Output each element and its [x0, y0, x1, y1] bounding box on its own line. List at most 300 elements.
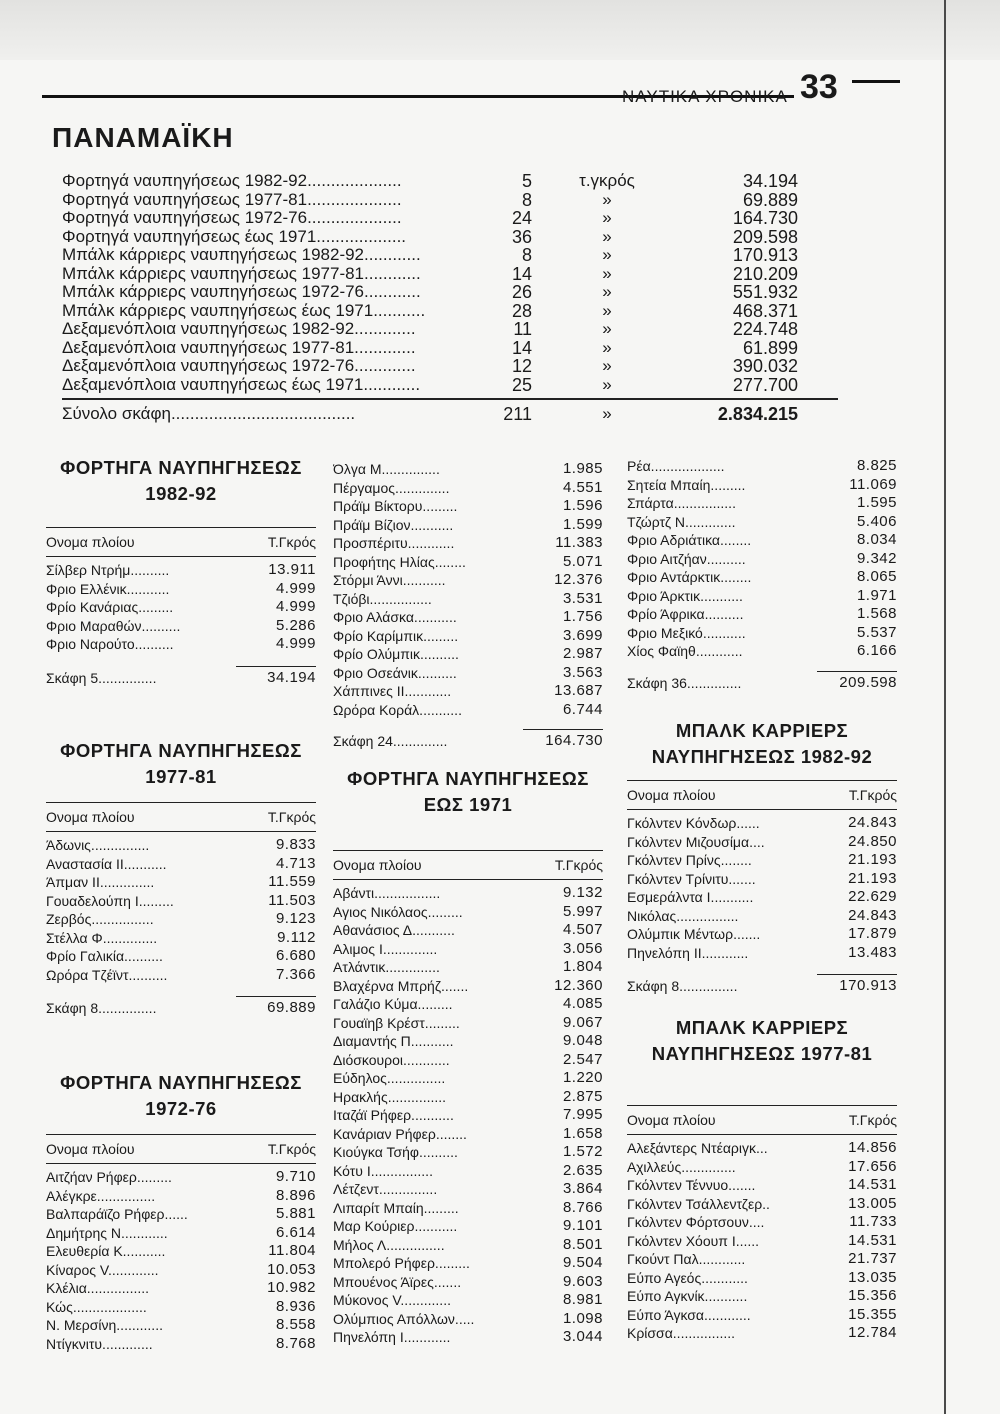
- section-title: ΠΑΝΑΜΑΪΚΗ: [52, 122, 234, 153]
- gross-tonnage: 24.843: [848, 906, 897, 924]
- table-row: [46, 873, 316, 892]
- header-rule: [46, 527, 316, 528]
- table-row: [46, 1335, 316, 1354]
- table-row: [333, 608, 603, 627]
- ship-name: Σητεία Μπαίη.........: [627, 476, 746, 493]
- gross-tonnage: 5.881: [275, 1205, 316, 1222]
- gross-tonnage: 9.833: [275, 836, 316, 853]
- summary-count: 14: [511, 263, 532, 284]
- table-row: [333, 1254, 603, 1273]
- summary-tonnage: 209.598: [732, 226, 798, 247]
- table-row: [333, 1291, 603, 1310]
- table-rows: [46, 561, 316, 654]
- summary-unit: »: [602, 189, 612, 209]
- table-row: [333, 516, 603, 535]
- summary-unit: τ.γκρός: [579, 171, 635, 190]
- col-tonnage: Τ.Γκρός: [848, 1112, 897, 1128]
- ship-name: Κώς...................: [46, 1298, 147, 1315]
- table-row: [333, 903, 603, 922]
- summary-label: Μπάλκ κάρριερς ναυπηγήσεως έως 1971...........: [62, 301, 426, 320]
- summary-table: [62, 172, 822, 394]
- summary-label: Φορτηγά ναυπηγήσεως έως 1971...................: [62, 227, 407, 246]
- gross-tonnage: 13.005: [848, 1194, 897, 1212]
- table-row: [46, 947, 316, 966]
- ship-name: Φριο Αντάρκτικ........: [627, 569, 752, 585]
- summary-tonnage: 277.700: [732, 374, 798, 395]
- gross-tonnage: 4.713: [275, 854, 316, 872]
- gross-tonnage: 9.710: [275, 1168, 316, 1185]
- ship-name: Πέργαμος..............: [333, 479, 450, 496]
- table-row: [46, 836, 316, 855]
- summary-label: Δεξαμενόπλοια ναυπηγήσεως έως 1971............: [62, 375, 421, 394]
- gross-tonnage: 5.071: [562, 552, 603, 570]
- gross-tonnage: 9.132: [562, 884, 603, 901]
- gross-tonnage: 11.383: [555, 534, 603, 551]
- table-row: [333, 571, 603, 590]
- table-row: [333, 1162, 603, 1181]
- total-label: Σκάφη 8...............: [46, 1000, 157, 1016]
- table-row: [333, 1236, 603, 1255]
- ship-name: Λέτζεντ...............: [333, 1181, 438, 1197]
- gross-tonnage: 2.547: [562, 1050, 603, 1068]
- table-row: [333, 1106, 603, 1125]
- header-rule: [333, 850, 603, 851]
- gross-tonnage: 9.048: [562, 1032, 603, 1049]
- ship-name: Αναστασία ΙΙ...........: [46, 855, 167, 872]
- table-row: [333, 1217, 603, 1236]
- table-row: [333, 479, 603, 498]
- table-cargo-until-1971: [333, 766, 603, 1347]
- summary-unit: »: [602, 245, 612, 264]
- ship-name: Αιτζήαν Ρήφερ.........: [46, 1169, 172, 1185]
- ship-name: Φρίο Άφρικα..........: [627, 606, 744, 622]
- total-label: Σύνολο σκάφη.......................................: [62, 404, 356, 423]
- summary-label: Φορτηγά ναυπηγήσεως 1977-81....................: [62, 190, 402, 209]
- summary-count: 12: [511, 356, 532, 376]
- ship-name: Ολύμπικ Μέντωρ.......: [627, 926, 761, 942]
- ship-name: Αχιλλεύς..............: [627, 1158, 736, 1175]
- summary-count: 8: [521, 245, 532, 265]
- summary-unit: »: [602, 282, 612, 301]
- gross-tonnage: 11.559: [268, 873, 316, 890]
- gross-tonnage: 8.501: [562, 1235, 603, 1253]
- header-rule: [46, 802, 316, 803]
- table-row: [627, 1139, 897, 1158]
- table-row: [627, 513, 897, 532]
- table-row: [46, 561, 316, 580]
- ship-name: Αβάντι.................: [333, 885, 441, 901]
- table-header: [333, 855, 603, 875]
- table-row: [333, 1051, 603, 1070]
- col-ship-name: Ονομα πλοίου: [333, 857, 422, 873]
- gross-tonnage: 10.053: [267, 1260, 316, 1278]
- summary-unit: »: [602, 263, 612, 283]
- summary-count: 11: [513, 319, 532, 339]
- total-value: 34.194: [267, 668, 316, 686]
- table-row: [333, 682, 603, 701]
- table-row: [46, 929, 316, 948]
- ship-name: Τζώρτζ Ν.............: [627, 513, 736, 530]
- header-rule: [627, 1105, 897, 1106]
- ship-name: Ζερβός................: [46, 911, 154, 927]
- summary-label: Δεξαμενόπλοια ναυπηγήσεως 1982-92.............: [62, 320, 416, 338]
- gross-tonnage: 8.896: [275, 1186, 316, 1204]
- ship-name: Φριο Ελλένικ...........: [46, 580, 170, 597]
- ship-name: Στόρμι Άννι...........: [333, 572, 446, 588]
- table-row: [333, 940, 603, 959]
- table-row: [333, 534, 603, 553]
- table-row: [627, 1269, 897, 1288]
- ship-name: Όλγα Μ...............: [333, 461, 440, 477]
- table-total: [46, 997, 316, 1019]
- table-row: [333, 645, 603, 664]
- ship-name: Γκόλντεν Τέννυο.......: [627, 1177, 756, 1193]
- gross-tonnage: 1.985: [562, 460, 603, 477]
- ship-name: Φριο Αιτζήαν..........: [627, 550, 746, 567]
- gross-tonnage: 1.756: [562, 608, 603, 625]
- summary-count: 14: [511, 337, 532, 358]
- summary-count: 26: [511, 282, 532, 302]
- table-row: [627, 1306, 897, 1325]
- summary-tonnage: 164.730: [732, 208, 798, 228]
- table-header: [46, 1139, 316, 1159]
- table-row: [46, 598, 316, 617]
- col-tonnage: Τ.Γκρός: [554, 857, 603, 873]
- total-value: 69.889: [267, 999, 316, 1016]
- summary-tonnage: 170.913: [732, 245, 798, 265]
- gross-tonnage: 3.864: [562, 1180, 603, 1197]
- ship-name: Κρίσσα................: [627, 1325, 736, 1341]
- ship-name: Ρέα...................: [627, 458, 725, 474]
- table-title: ΦΟΡΤΗΓΑ ΝΑΥΠΗΓΗΣΕΩΣ 1982-92: [60, 457, 302, 504]
- table-row: [46, 635, 316, 654]
- ship-name: Φριο Μεξικό...........: [627, 624, 746, 641]
- table-row: [333, 1014, 603, 1033]
- total-label: Σκάφη 8...............: [627, 978, 738, 994]
- table-title: ΦΟΡΤΗΓΑ ΝΑΥΠΗΓΗΣΕΩΣ 1977-81: [60, 740, 302, 787]
- ship-name: Μαρ Κούριερ...........: [333, 1218, 458, 1234]
- ship-name: Εύπο Αγκνίκ...........: [627, 1288, 748, 1304]
- table-rows: [627, 1139, 897, 1343]
- table-row: [46, 1298, 316, 1317]
- gross-tonnage: 1.568: [856, 605, 897, 622]
- gross-tonnage: 13.911: [268, 561, 316, 578]
- gross-tonnage: 17.656: [848, 1157, 897, 1175]
- table-cargo-1982-92: [46, 455, 316, 689]
- summary-count: 24: [511, 208, 532, 228]
- table-row: [627, 888, 897, 907]
- page-edge: [944, 0, 946, 1414]
- gross-tonnage: 1.595: [856, 494, 897, 511]
- gross-tonnage: 9.342: [856, 549, 897, 567]
- gross-tonnage: 1.599: [562, 515, 603, 533]
- ship-name: Φριο Άρκτικ...........: [627, 587, 743, 604]
- ship-name: Χίος Φαϊηθ............: [627, 643, 743, 659]
- gross-tonnage: 24.843: [848, 814, 897, 831]
- table-row: [46, 1261, 316, 1280]
- gross-tonnage: 12.784: [848, 1324, 897, 1341]
- table-rows: [46, 1168, 316, 1353]
- ship-name: Ν. Μερσίνη............: [46, 1317, 163, 1333]
- total-label: Σκάφη 36..............: [627, 674, 742, 691]
- gross-tonnage: 7.366: [275, 965, 316, 983]
- table-row: [333, 460, 603, 479]
- gross-tonnage: 8.558: [275, 1316, 316, 1333]
- col-ship-name: Ονομα πλοίου: [46, 809, 135, 825]
- gross-tonnage: 11.503: [268, 891, 316, 909]
- ship-name: Γκόλντεν Τσάλλεντζερ..: [627, 1195, 770, 1212]
- ship-name: Πράϊμ Βίκτορυ.........: [333, 498, 458, 514]
- summary-tonnage: 210.209: [732, 263, 798, 284]
- summary-unit: »: [602, 319, 612, 338]
- table-row: [627, 814, 897, 833]
- ship-name: Άδωνις...............: [46, 837, 150, 853]
- ship-name: Μπολερό Ρήφερ.........: [333, 1255, 470, 1271]
- table-row: [46, 1224, 316, 1243]
- ship-name: Αλιμος Ι..............: [333, 940, 438, 957]
- gross-tonnage: 1.098: [562, 1309, 603, 1327]
- gross-tonnage: 2.987: [562, 645, 603, 662]
- table-row: [627, 1250, 897, 1269]
- gross-tonnage: 15.355: [848, 1305, 897, 1323]
- table-row: [333, 995, 603, 1014]
- table-row: [333, 1125, 603, 1144]
- gross-tonnage: 14.856: [848, 1139, 897, 1156]
- summary-tonnage: 34.194: [742, 171, 798, 191]
- gross-tonnage: 13.035: [848, 1268, 897, 1286]
- gross-tonnage: 3.531: [562, 589, 603, 607]
- table-row: [627, 587, 897, 606]
- summary-row: [62, 172, 822, 191]
- col-tonnage: Τ.Γκρός: [848, 787, 897, 803]
- table-row: [46, 892, 316, 911]
- gross-tonnage: 14.531: [848, 1176, 897, 1193]
- ship-name: Προφήτης Ηλίας........: [333, 553, 466, 570]
- gross-tonnage: 8.766: [562, 1198, 603, 1216]
- table-row: [46, 1168, 316, 1187]
- gross-tonnage: 3.563: [562, 663, 603, 681]
- summary-unit: »: [602, 356, 612, 375]
- total-unit: »: [602, 404, 612, 423]
- table-row: [46, 1187, 316, 1206]
- gross-tonnage: 9.101: [562, 1217, 603, 1234]
- ship-name: Άπμαν ΙΙ..............: [46, 874, 155, 890]
- table-total: [627, 975, 897, 997]
- summary-tonnage: 390.032: [732, 356, 798, 376]
- table-row: [46, 910, 316, 929]
- table-row: [333, 1273, 603, 1292]
- col-tonnage: Τ.Γκρός: [267, 1141, 316, 1157]
- table-row: [627, 457, 897, 476]
- table-rows: [333, 884, 603, 1347]
- ship-name: Φριο Μαραθών..........: [46, 617, 181, 634]
- summary-tonnage: 224.748: [732, 319, 798, 339]
- table-row: [627, 1324, 897, 1343]
- summary-tonnage: 69.889: [742, 189, 798, 210]
- gross-tonnage: 4.551: [562, 478, 603, 496]
- summary-row: [62, 246, 822, 265]
- table-row: [627, 476, 897, 495]
- table-row: [627, 944, 897, 963]
- table-row: [627, 1158, 897, 1177]
- summary-label: Φορτηγά ναυπηγήσεως 1972-76....................: [62, 209, 402, 227]
- table-title: ΦΟΡΤΗΓΑ ΝΑΥΠΗΓΗΣΕΩΣ ΕΩΣ 1971: [347, 768, 589, 815]
- summary-row: [62, 320, 822, 339]
- table-row: [46, 580, 316, 599]
- gross-tonnage: 6.614: [275, 1223, 316, 1241]
- col-tonnage: Τ.Γκρός: [267, 809, 316, 825]
- summary-count: 36: [511, 226, 532, 247]
- header-rule: [46, 1134, 316, 1135]
- ship-name: Ηρακλής...............: [333, 1088, 447, 1105]
- summary-unit: »: [602, 374, 612, 394]
- ship-name: Κανάριαν Ρήφερ........: [333, 1125, 467, 1142]
- gross-tonnage: 21.193: [848, 851, 897, 868]
- table-row: [627, 925, 897, 944]
- ship-name: Φριο Οσεάνικ..........: [333, 664, 457, 681]
- header-rule: [627, 809, 897, 810]
- col-ship-name: Ονομα πλοίου: [46, 1141, 135, 1157]
- summary-label: Δεξαμενόπλοια ναυπηγήσεως 1972-76.............: [62, 357, 416, 375]
- header-rule: [333, 879, 603, 880]
- ship-name: Σπάρτα................: [627, 495, 736, 511]
- header-rule: [46, 1163, 316, 1164]
- ship-name: Εύπο Αγεός............: [627, 1269, 748, 1286]
- table-header: [46, 807, 316, 827]
- gross-tonnage: 8.825: [856, 457, 897, 474]
- ship-name: Αλέγκρε...............: [46, 1187, 156, 1204]
- gross-tonnage: 5.286: [275, 616, 316, 634]
- header-rule: [46, 831, 316, 832]
- summary-row: [62, 283, 822, 302]
- ship-name: Αθανάσιος Δ...........: [333, 922, 455, 938]
- gross-tonnage: 4.999: [275, 598, 316, 615]
- ship-name: Κότυ Ι................: [333, 1162, 433, 1179]
- summary-label: Δεξαμενόπλοια ναυπηγήσεως 1977-81.............: [62, 338, 416, 357]
- ship-name: Πράϊμ Βίζιον...........: [333, 516, 454, 533]
- table-bulk-1982-92: [627, 718, 897, 997]
- summary-tonnage: 551.932: [732, 282, 798, 302]
- scan-top-band: [0, 0, 1000, 60]
- ship-name: Γουαϊηβ Κρέστ.........: [333, 1014, 460, 1031]
- table-row: [627, 624, 897, 643]
- ship-name: Εύπο Άγκσα............: [627, 1306, 751, 1323]
- ship-name: Εύδηλος...............: [333, 1070, 446, 1086]
- ship-name: Αγιος Νικόλαος.........: [333, 903, 463, 920]
- summary-row: [62, 228, 822, 247]
- table-total: [46, 667, 316, 689]
- ship-name: Εσμεράλντα Ι...........: [627, 889, 754, 905]
- table-row: [627, 1232, 897, 1251]
- total-value: 164.730: [545, 732, 603, 749]
- gross-tonnage: 15.356: [848, 1287, 897, 1304]
- ship-name: Πηνελόπη ΙΙ............: [627, 944, 749, 961]
- gross-tonnage: 10.982: [267, 1279, 316, 1296]
- summary-label: Μπάλκ κάρριερς ναυπηγήσεως 1977-81............: [62, 264, 421, 283]
- table-row: [627, 642, 897, 661]
- table-row: [333, 553, 603, 572]
- ship-name: Κίναρος V.............: [46, 1261, 159, 1278]
- total-count: 211: [503, 404, 532, 424]
- gross-tonnage: 6.680: [275, 947, 316, 964]
- header-rule: [627, 780, 897, 781]
- table-row: [333, 497, 603, 516]
- header-rule-right: [852, 80, 900, 83]
- table-row: [627, 1213, 897, 1232]
- table-row: [333, 1328, 603, 1347]
- gross-tonnage: 1.596: [562, 497, 603, 514]
- ship-name: Γκόλντεν Χόουπ Ι......: [627, 1232, 760, 1249]
- summary-count: 28: [511, 300, 532, 321]
- ship-name: Σίλβερ Ντρήμ..........: [46, 562, 170, 578]
- ship-name: Γκόλντεν Πρίνς........: [627, 852, 752, 868]
- summary-row: [62, 376, 822, 395]
- table-row: [333, 590, 603, 609]
- summary-label: Μπάλκ κάρριερς ναυπηγήσεως 1972-76............: [62, 283, 421, 301]
- table-row: [333, 1088, 603, 1107]
- total-tonnage: 2.834.215: [717, 404, 798, 424]
- gross-tonnage: 8.065: [856, 568, 897, 585]
- gross-tonnage: 17.879: [848, 925, 897, 942]
- ship-name: Φριο Αλάσκα...........: [333, 609, 457, 625]
- table-row: [333, 1143, 603, 1162]
- ship-name: Ντίγκνιτυ.............: [46, 1335, 153, 1352]
- gross-tonnage: 8.981: [562, 1291, 603, 1308]
- gross-tonnage: 8.936: [275, 1297, 316, 1315]
- ship-name: Δημήτρης Ν............: [46, 1224, 168, 1241]
- table-row: [333, 1310, 603, 1329]
- header-rule: [46, 556, 316, 557]
- gross-tonnage: 1.971: [856, 586, 897, 604]
- table-row: [627, 907, 897, 926]
- summary-total-rule: [62, 398, 838, 400]
- col-ship-name: Ονομα πλοίου: [627, 1112, 716, 1128]
- table-total: [627, 672, 897, 694]
- table-header: [627, 785, 897, 805]
- gross-tonnage: 3.699: [562, 626, 603, 644]
- ship-name: Γαλάζιο Κύμα.........: [333, 996, 453, 1012]
- gross-tonnage: 4.999: [275, 635, 316, 652]
- gross-tonnage: 13.483: [848, 943, 897, 961]
- table-row: [333, 1069, 603, 1088]
- ship-name: Λιπαρίτ Μπαίη.........: [333, 1199, 459, 1216]
- summary-row: [62, 302, 822, 321]
- table-cargo-until-1971-cont: [627, 457, 897, 694]
- col-tonnage: Τ.Γκρός: [267, 534, 316, 550]
- table-row: [333, 958, 603, 977]
- ship-name: Ωρόρα Κοράλ...........: [333, 701, 462, 718]
- table-row: [627, 1176, 897, 1195]
- ship-name: Νικόλας................: [627, 907, 739, 924]
- gross-tonnage: 11.733: [849, 1213, 897, 1230]
- table-rows: [627, 457, 897, 661]
- summary-count: 5: [521, 171, 532, 191]
- ship-name: Γκόλντεν Κόνδωρ......: [627, 815, 760, 831]
- table-row: [46, 617, 316, 636]
- gross-tonnage: 2.635: [562, 1161, 603, 1179]
- gross-tonnage: 8.034: [856, 531, 897, 548]
- ship-name: Βαλπαράϊζο Ρήφερ......: [46, 1206, 188, 1222]
- table-row: [333, 921, 603, 940]
- page-number: 33: [800, 68, 838, 106]
- ship-name: Φριο Αδριάτικα........: [627, 532, 752, 548]
- table-row: [333, 664, 603, 683]
- magazine-name: ΝΑΥΤΙΚΑ ΧΡΟΝΙΚΑ: [622, 87, 788, 106]
- table-cargo-1972-76: [46, 1070, 316, 1353]
- summary-label: Μπάλκ κάρριερς ναυπηγήσεως 1982-92............: [62, 246, 421, 264]
- table-row: [627, 1195, 897, 1214]
- ship-name: Ελευθερία Κ...........: [46, 1243, 166, 1259]
